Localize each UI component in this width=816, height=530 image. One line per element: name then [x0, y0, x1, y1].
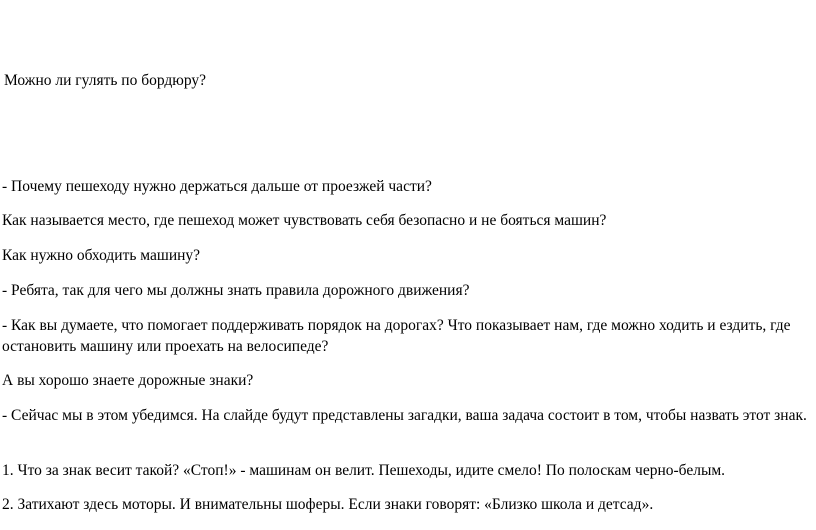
paragraph-riddle-1: 1. Что за знак весит такой? «Стоп!» - машинам он велит. Пешеходы, идите смело! По полоскам черно-белым.	[2, 462, 726, 479]
paragraph-why-keep-away: - Почему пешеходу нужно держаться дальше от проезжей части?	[2, 178, 432, 195]
paragraph-know-signs: А вы хорошо знаете дорожные знаки?	[2, 372, 254, 389]
paragraph-go-around-car: Как нужно обходить машину?	[2, 247, 201, 264]
paragraph-curb-question: Можно ли гулять по бордюру?	[4, 72, 207, 89]
paragraph-why-know-rules: - Ребята, так для чего мы должны знать правила дорожного движения?	[2, 282, 470, 299]
paragraph-riddles-intro: - Сейчас мы в этом убедимся. На слайде будут представлены загадки, ваша задача состоит в том, чтобы назвать этот знак.	[2, 407, 807, 424]
paragraph-riddle-2: 2. Затихают здесь моторы. И внимательны шоферы. Если знаки говорят: «Близко школа и детсад».	[2, 496, 654, 513]
paragraph-safe-place: Как называется место, где пешеход может чувствовать себя безопасно и не бояться машин?	[2, 212, 607, 229]
paragraph-order-on-roads: - Как вы думаете, что помогает поддерживать порядок на дорогах? Что показывает нам, где можно ходить и ездить, где остановить машину или проехать на велосипеде?	[2, 317, 791, 355]
